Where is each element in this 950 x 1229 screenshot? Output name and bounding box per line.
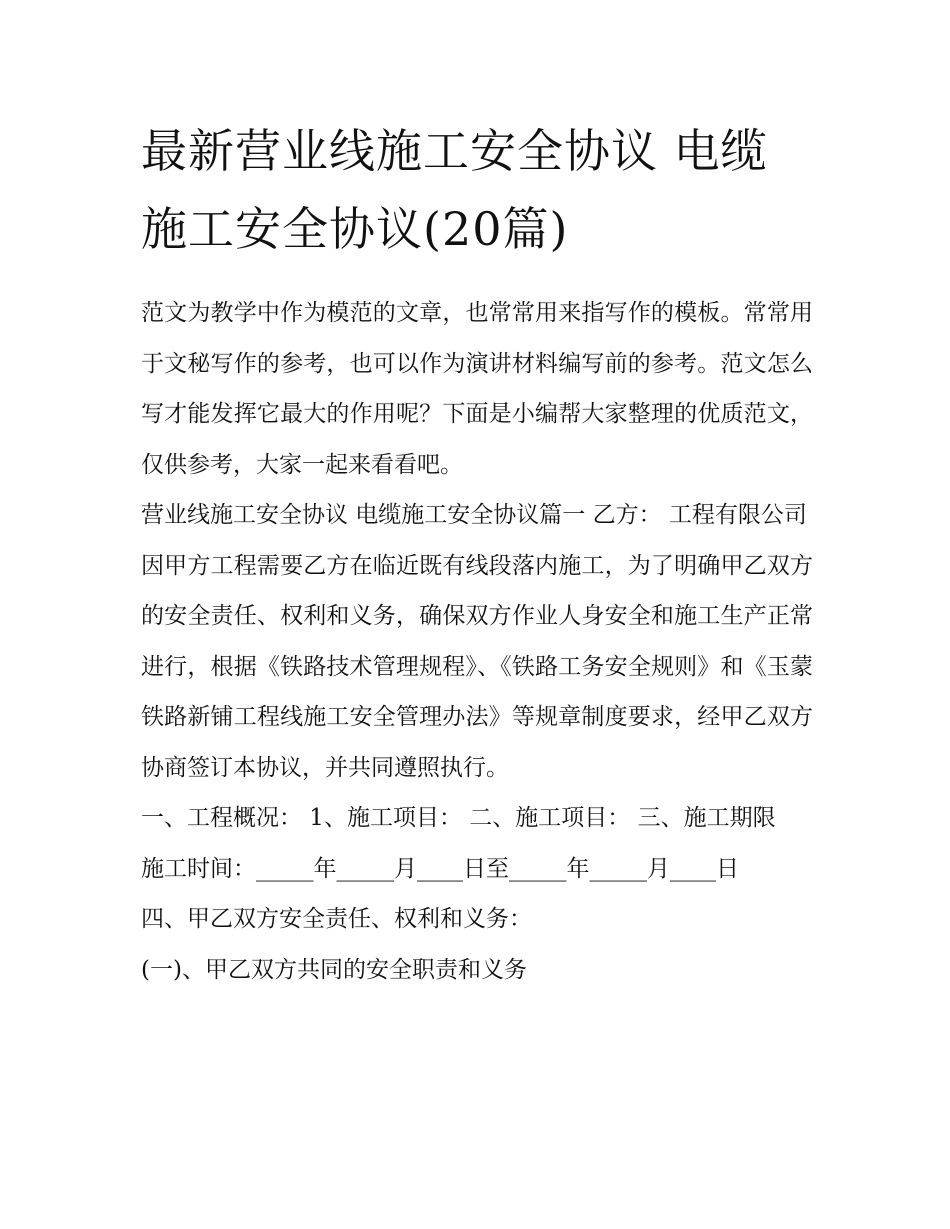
intro-paragraph: 范文为教学中作为模范的文章，也常常用来指写作的模板。常常用于文秘写作的参考，也可以作为演讲材料编写前的参考。范文怎么写才能发挥它最大的作用呢？下面是小编帮大家整理的优质范文，仅供参考，大家一起来看看吧。 bbox=[141, 300, 813, 478]
project-overview-line: 一、工程概况： 1、施工项目： 二、施工项目： 三、施工期限 bbox=[141, 805, 776, 831]
shared-duties-heading: (一)、甲乙双方共同的安全职责和义务 bbox=[141, 956, 527, 983]
responsibilities-heading: 四、甲乙双方安全责任、权利和义务： bbox=[141, 906, 532, 932]
document-page bbox=[141, 112, 813, 995]
agreement-purpose-paragraph: 因甲方工程需要乙方在临近既有线段落内施工，为了明确甲乙双方的安全责任、权利和义务，确保双方作业人身安全和施工生产正常进行，根据《铁路技术管理规程》、《铁路工务安全规则》和《玉蒙铁路新铺工程线施工安全管理办法》等规章制度要求，经甲乙双方协商签订本协议，并共同遵照执行。 bbox=[141, 552, 813, 781]
construction-time-line: 施工时间：_____年_____月____日至_____年_____月____日 bbox=[141, 855, 739, 882]
document-title: 最新营业线施工安全协议 电缆施工安全协议(20篇) bbox=[141, 124, 768, 256]
agreement-heading: 营业线施工安全协议 电缆施工安全协议篇一 乙方： 工程有限公司 bbox=[141, 502, 807, 528]
